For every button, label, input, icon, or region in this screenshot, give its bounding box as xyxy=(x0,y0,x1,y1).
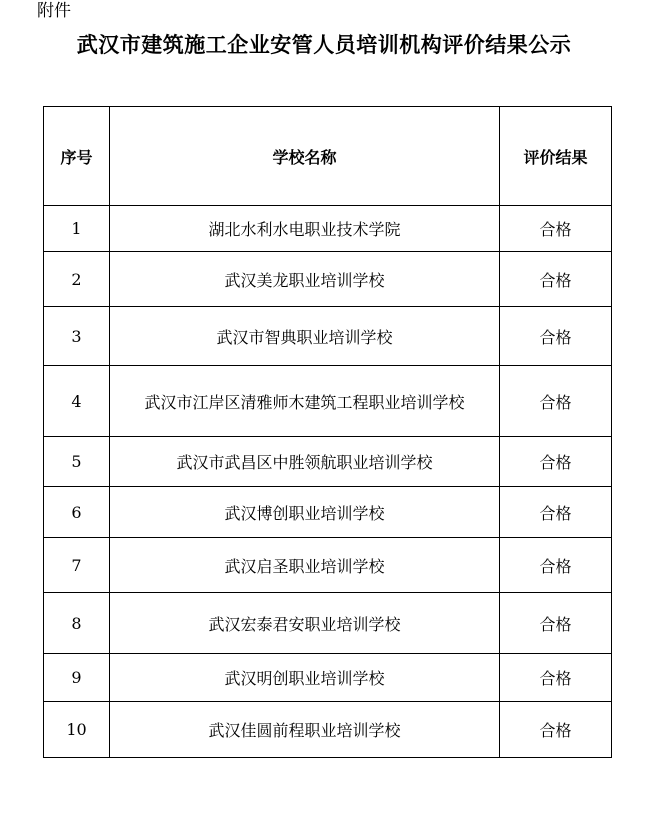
cell-school-name: 武汉市武昌区中胜领航职业培训学校 xyxy=(110,437,500,487)
table-row xyxy=(44,593,612,654)
cell-school-name: 武汉博创职业培训学校 xyxy=(110,487,500,538)
cell-serial-number: 2 xyxy=(44,252,110,307)
cell-evaluation-result: 合格 xyxy=(500,487,612,538)
table-row xyxy=(44,437,612,487)
cell-serial-number: 10 xyxy=(44,702,110,758)
results-table xyxy=(43,106,612,758)
cell-evaluation-result: 合格 xyxy=(500,654,612,702)
cell-school-name: 湖北水利水电职业技术学院 xyxy=(110,206,500,252)
table-row xyxy=(44,307,612,366)
cell-serial-number: 8 xyxy=(44,593,110,654)
table-row xyxy=(44,487,612,538)
page-title: 武汉市建筑施工企业安管人员培训机构评价结果公示 xyxy=(76,33,572,57)
table-row xyxy=(44,654,612,702)
table-row xyxy=(44,538,612,593)
cell-serial-number: 6 xyxy=(44,487,110,538)
cell-serial-number: 5 xyxy=(44,437,110,487)
table-row xyxy=(44,206,612,252)
cell-school-name: 武汉明创职业培训学校 xyxy=(110,654,500,702)
cell-serial-number: 4 xyxy=(44,366,110,437)
cell-evaluation-result: 合格 xyxy=(500,538,612,593)
cell-evaluation-result: 合格 xyxy=(500,206,612,252)
cell-serial-number: 3 xyxy=(44,307,110,366)
table-header-row xyxy=(44,107,612,206)
cell-evaluation-result: 合格 xyxy=(500,593,612,654)
cell-serial-number: 7 xyxy=(44,538,110,593)
cell-serial-number: 1 xyxy=(44,206,110,252)
cell-evaluation-result: 合格 xyxy=(500,307,612,366)
table-row xyxy=(44,366,612,437)
cell-evaluation-result: 合格 xyxy=(500,366,612,437)
cell-school-name: 武汉市智典职业培训学校 xyxy=(110,307,500,366)
header-evaluation-result: 评价结果 xyxy=(500,107,612,206)
cell-school-name: 武汉启圣职业培训学校 xyxy=(110,538,500,593)
table-row xyxy=(44,702,612,758)
cell-school-name: 武汉美龙职业培训学校 xyxy=(110,252,500,307)
cell-school-name: 武汉宏泰君安职业培训学校 xyxy=(110,593,500,654)
cell-serial-number: 9 xyxy=(44,654,110,702)
cell-evaluation-result: 合格 xyxy=(500,252,612,307)
cell-school-name: 武汉市江岸区清雅师木建筑工程职业培训学校 xyxy=(110,366,500,437)
table-row xyxy=(44,252,612,307)
header-serial-number: 序号 xyxy=(44,107,110,206)
cell-school-name: 武汉佳圆前程职业培训学校 xyxy=(110,702,500,758)
header-school-name: 学校名称 xyxy=(110,107,500,206)
cell-evaluation-result: 合格 xyxy=(500,437,612,487)
attachment-label: 附件 xyxy=(37,1,71,21)
cell-evaluation-result: 合格 xyxy=(500,702,612,758)
